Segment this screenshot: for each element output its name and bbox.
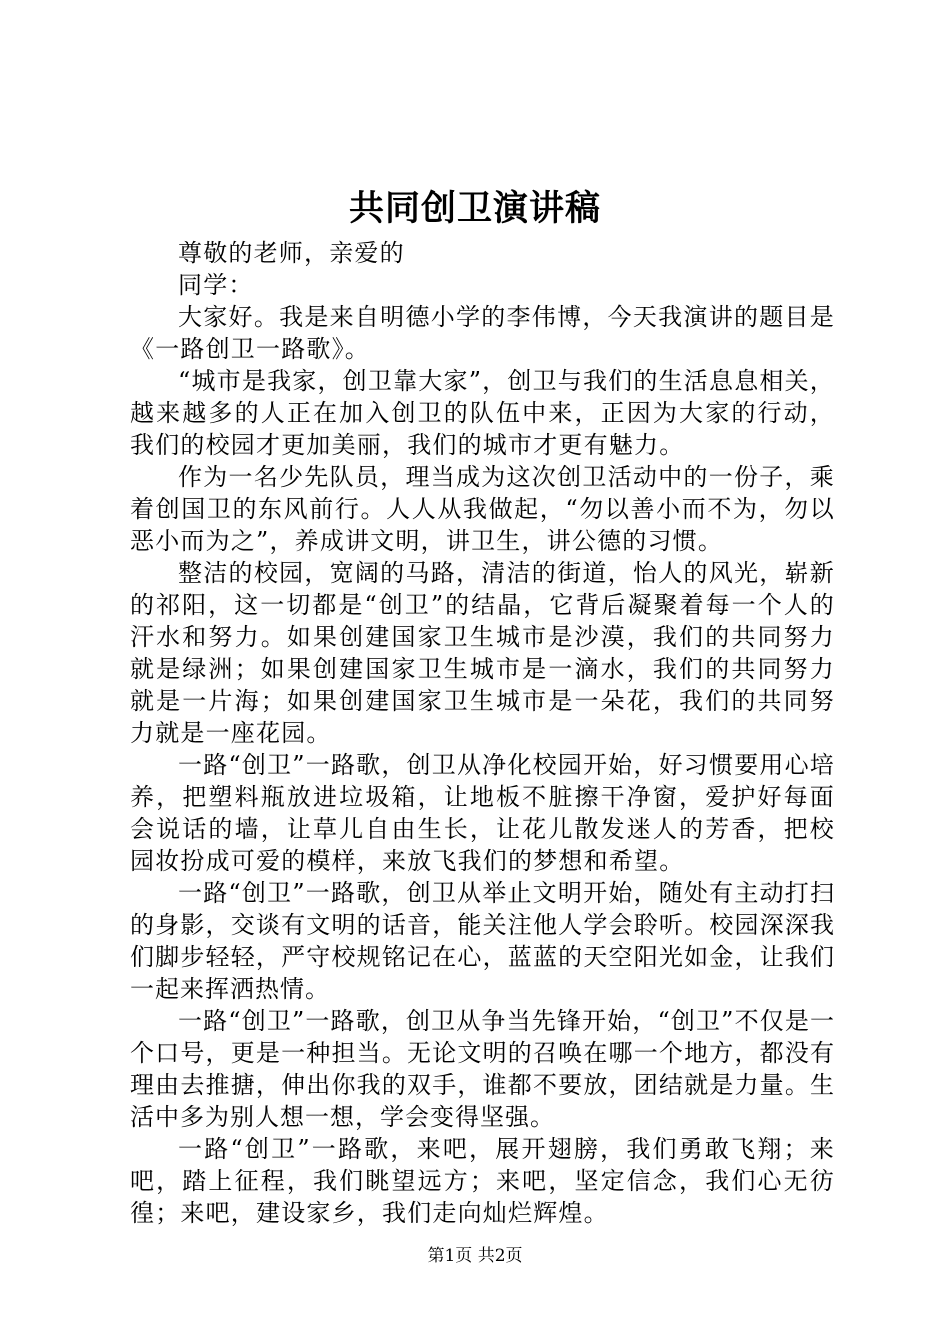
body-paragraph: 一路“创卫”一路歌，创卫从举止文明开始，随处有主动打扫的身影，交谈有文明的话音，能关注他人学会聆听。校园深深我们脚步轻轻，严守校规铭记在心，蓝蓝的天空阳光如金，让我们一起来挥洒热情。 [130,879,835,1003]
body-paragraph: 一路“创卫”一路歌，创卫从净化校园开始，好习惯要用心培养，把塑料瓶放进垃圾箱，让地板不脏擦干净窗，爱护好每面会说话的墙，让草儿自由生长，让花儿散发迷人的芳香，把校园妆扮成可爱的模样，来放飞我们的梦想和希望。 [130,751,835,875]
body-paragraph: “城市是我家，创卫靠大家”，创卫与我们的生活息息相关，越来越多的人正在加入创卫的队伍中来，正因为大家的行动，我们的校园才更加美丽，我们的城市才更有魅力。 [130,367,835,459]
salutation-line: 同学： [178,271,254,299]
body-paragraph: 大家好。我是来自明德小学的李伟博，今天我演讲的题目是《一路创卫一路歌》。 [130,303,835,363]
document-title: 共同创卫演讲稿 [348,188,601,229]
page-number: 第1页 共2页 [427,1246,523,1266]
body-paragraph: 作为一名少先队员，理当成为这次创卫活动中的一份子，乘着创国卫的东风前行。人人从我做起，“勿以善小而不为，勿以恶小而为之”，养成讲文明，讲卫生，讲公德的习惯。 [130,463,835,555]
body-paragraph: 一路“创卫”一路歌，创卫从争当先锋开始，“创卫”不仅是一个口号，更是一种担当。无论文明的召唤在哪一个地方，都没有理由去推搪，伸出你我的双手，谁都不要放，团结就是力量。生活中多为别人想一想，学会变得坚强。 [130,1007,835,1131]
document-body [130,237,835,1229]
salutation-line: 尊敬的老师，亲爱的 [178,239,405,267]
body-paragraph: 一路“创卫”一路歌，来吧，展开翅膀，我们勇敢飞翔；来吧，踏上征程，我们眺望远方；来吧，坚定信念，我们心无彷徨；来吧，建设家乡，我们走向灿烂辉煌。 [130,1135,835,1227]
body-paragraph: 整洁的校园，宽阔的马路，清洁的街道，怡人的风光，崭新的祁阳，这一切都是“创卫”的结晶，它背后凝聚着每一个人的汗水和努力。如果创建国家卫生城市是沙漠，我们的共同努力就是绿洲；如果创建国家卫生城市是一滴水，我们的共同努力就是一片海；如果创建国家卫生城市是一朵花，我们的共同努力就是一座花园。 [130,559,835,747]
